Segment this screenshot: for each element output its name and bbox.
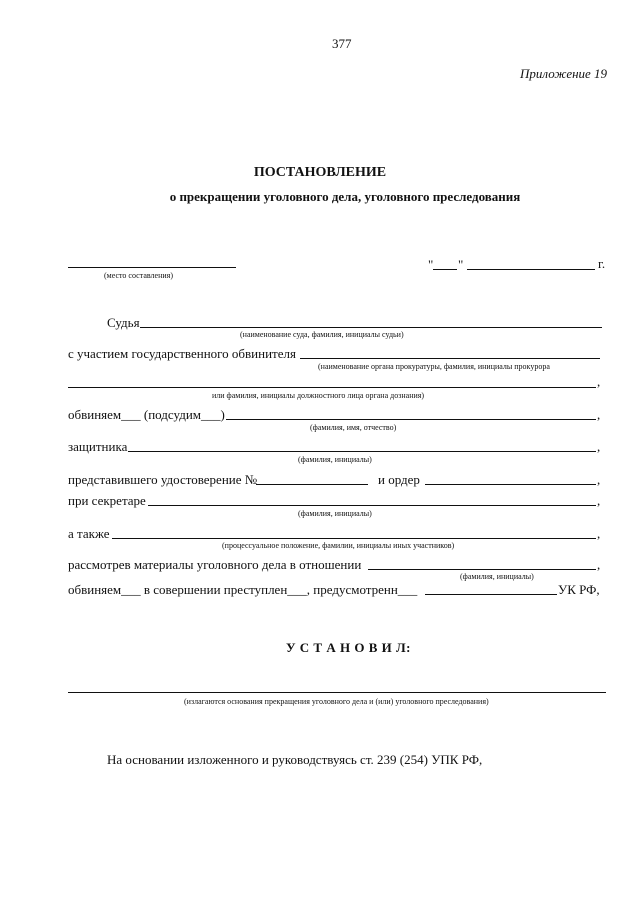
prosecutor-field-2[interactable] xyxy=(68,387,596,388)
date-quote-close: " xyxy=(458,257,464,272)
judge-label: Судья xyxy=(107,315,140,330)
secretary-caption: (фамилия, инициалы) xyxy=(298,509,372,518)
secretary-label: при секретаре xyxy=(68,493,146,508)
prosecutor-label: с участием государственного обвинителя xyxy=(68,346,296,361)
comma: , xyxy=(597,526,601,541)
document-title: ПОСТАНОВЛЕНИЕ xyxy=(253,165,387,180)
order-label: и ордер xyxy=(378,472,420,487)
accused-field[interactable] xyxy=(226,419,596,420)
uk-label: УК РФ, xyxy=(558,582,600,597)
grounds-field[interactable] xyxy=(68,692,606,693)
prosecutor-field[interactable] xyxy=(300,358,600,359)
date-quote-open: " xyxy=(428,257,434,272)
comma: , xyxy=(597,439,601,454)
certificate-label: представившего удостоверение № xyxy=(68,472,258,487)
place-caption: (место составления) xyxy=(104,271,173,280)
appendix-label: Приложение 19 xyxy=(520,66,608,81)
comma: , xyxy=(597,493,601,508)
page-number: 377 xyxy=(332,36,352,51)
materials-field[interactable] xyxy=(368,569,596,570)
charged-label: обвиняем___ в совершении преступлен___, предусмотренн___ xyxy=(68,582,418,597)
date-month-field[interactable] xyxy=(467,269,595,270)
defender-label: защитника xyxy=(68,439,128,454)
prosecutor-caption: (наименование органа прокуратуры, фамилия, инициалы прокурора xyxy=(318,362,550,371)
place-field[interactable] xyxy=(68,267,236,268)
also-label: а также xyxy=(68,526,110,541)
grounds-caption: (излагаются основания прекращения уголовного дела и (или) уголовного преследования) xyxy=(184,697,489,706)
document-subtitle: о прекращении уголовного дела, уголовного преследования xyxy=(169,189,521,204)
defender-field[interactable] xyxy=(128,451,596,452)
date-day-field[interactable] xyxy=(433,269,457,270)
order-field[interactable] xyxy=(425,484,596,485)
accused-label: обвиняем___ (подсудим___) xyxy=(68,407,225,422)
comma: , xyxy=(597,407,601,422)
comma: , xyxy=(597,374,601,389)
established-heading: У С Т А Н О В И Л: xyxy=(286,640,412,655)
article-field[interactable] xyxy=(425,594,557,595)
date-year-suffix: г. xyxy=(598,256,606,271)
defender-caption: (фамилия, инициалы) xyxy=(298,455,372,464)
secretary-field[interactable] xyxy=(148,505,596,506)
final-text: На основании изложенного и руководствуясь ст. 239 (254) УПК РФ, xyxy=(107,752,483,767)
materials-caption: (фамилия, инициалы) xyxy=(460,572,534,581)
judge-field[interactable] xyxy=(140,327,602,328)
comma: , xyxy=(597,472,601,487)
materials-label: рассмотрев материалы уголовного дела в отношении xyxy=(68,557,362,572)
also-caption: (процессуальное положение, фамилии, инициалы иных участников) xyxy=(222,541,455,550)
also-field[interactable] xyxy=(112,538,596,539)
prosecutor-caption-2: или фамилия, инициалы должностного лица органа дознания) xyxy=(212,391,425,400)
accused-caption: (фамилия, имя, отчество) xyxy=(310,423,397,432)
comma: , xyxy=(597,557,601,572)
judge-caption: (наименование суда, фамилия, инициалы судьи) xyxy=(240,330,404,339)
certificate-number-field[interactable] xyxy=(256,484,368,485)
